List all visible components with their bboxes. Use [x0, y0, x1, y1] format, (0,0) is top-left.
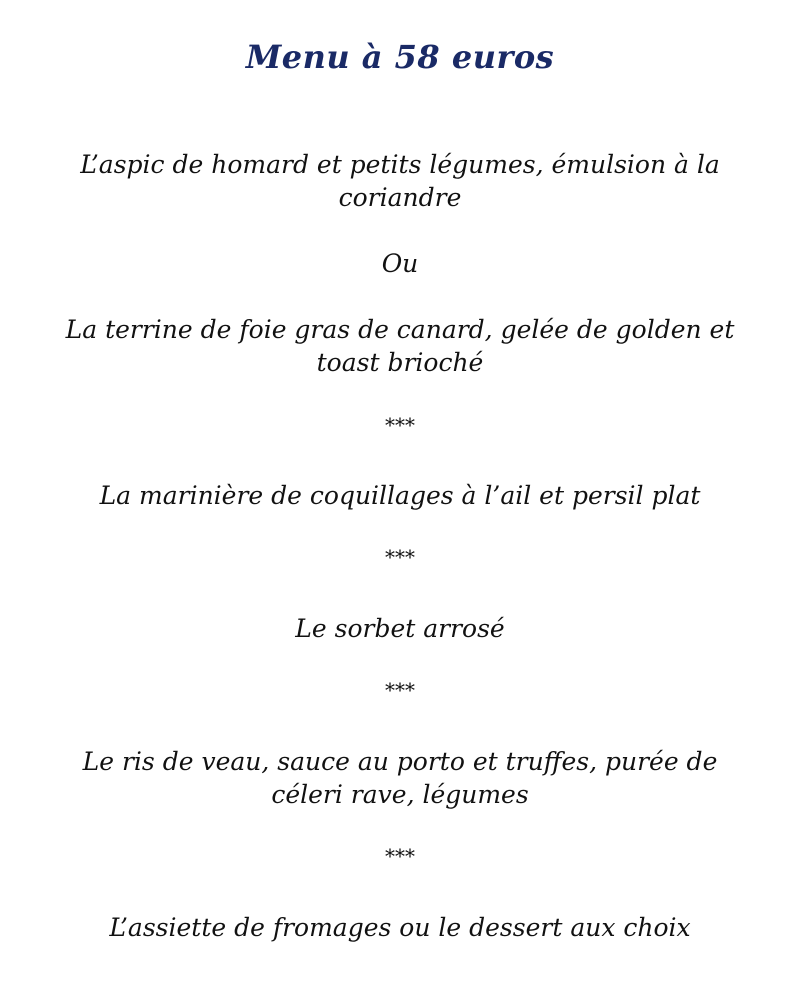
- course-mariniere: La marinière de coquillages à l’ail et persil plat: [99, 481, 701, 510]
- entree-option-1: L’aspic de homard et petits légumes, émulsion à la coriandre: [80, 150, 720, 212]
- separator-3: ***: [385, 678, 415, 702]
- separator-2: ***: [385, 545, 415, 569]
- separator-4: ***: [385, 844, 415, 868]
- course-fromages-dessert: L’assiette de fromages ou le dessert aux choix: [109, 913, 691, 942]
- course-ris-de-veau: Le ris de veau, sauce au porto et truffes, purée de céleri rave, légumes: [82, 747, 718, 809]
- menu-title: Menu à 58 euros: [245, 38, 555, 76]
- entree-option-2: La terrine de foie gras de canard, gelée de golden et toast brioché: [65, 315, 735, 377]
- course-sorbet: Le sorbet arrosé: [295, 614, 505, 643]
- or-label: Ou: [381, 249, 419, 278]
- separator-1: ***: [385, 413, 415, 437]
